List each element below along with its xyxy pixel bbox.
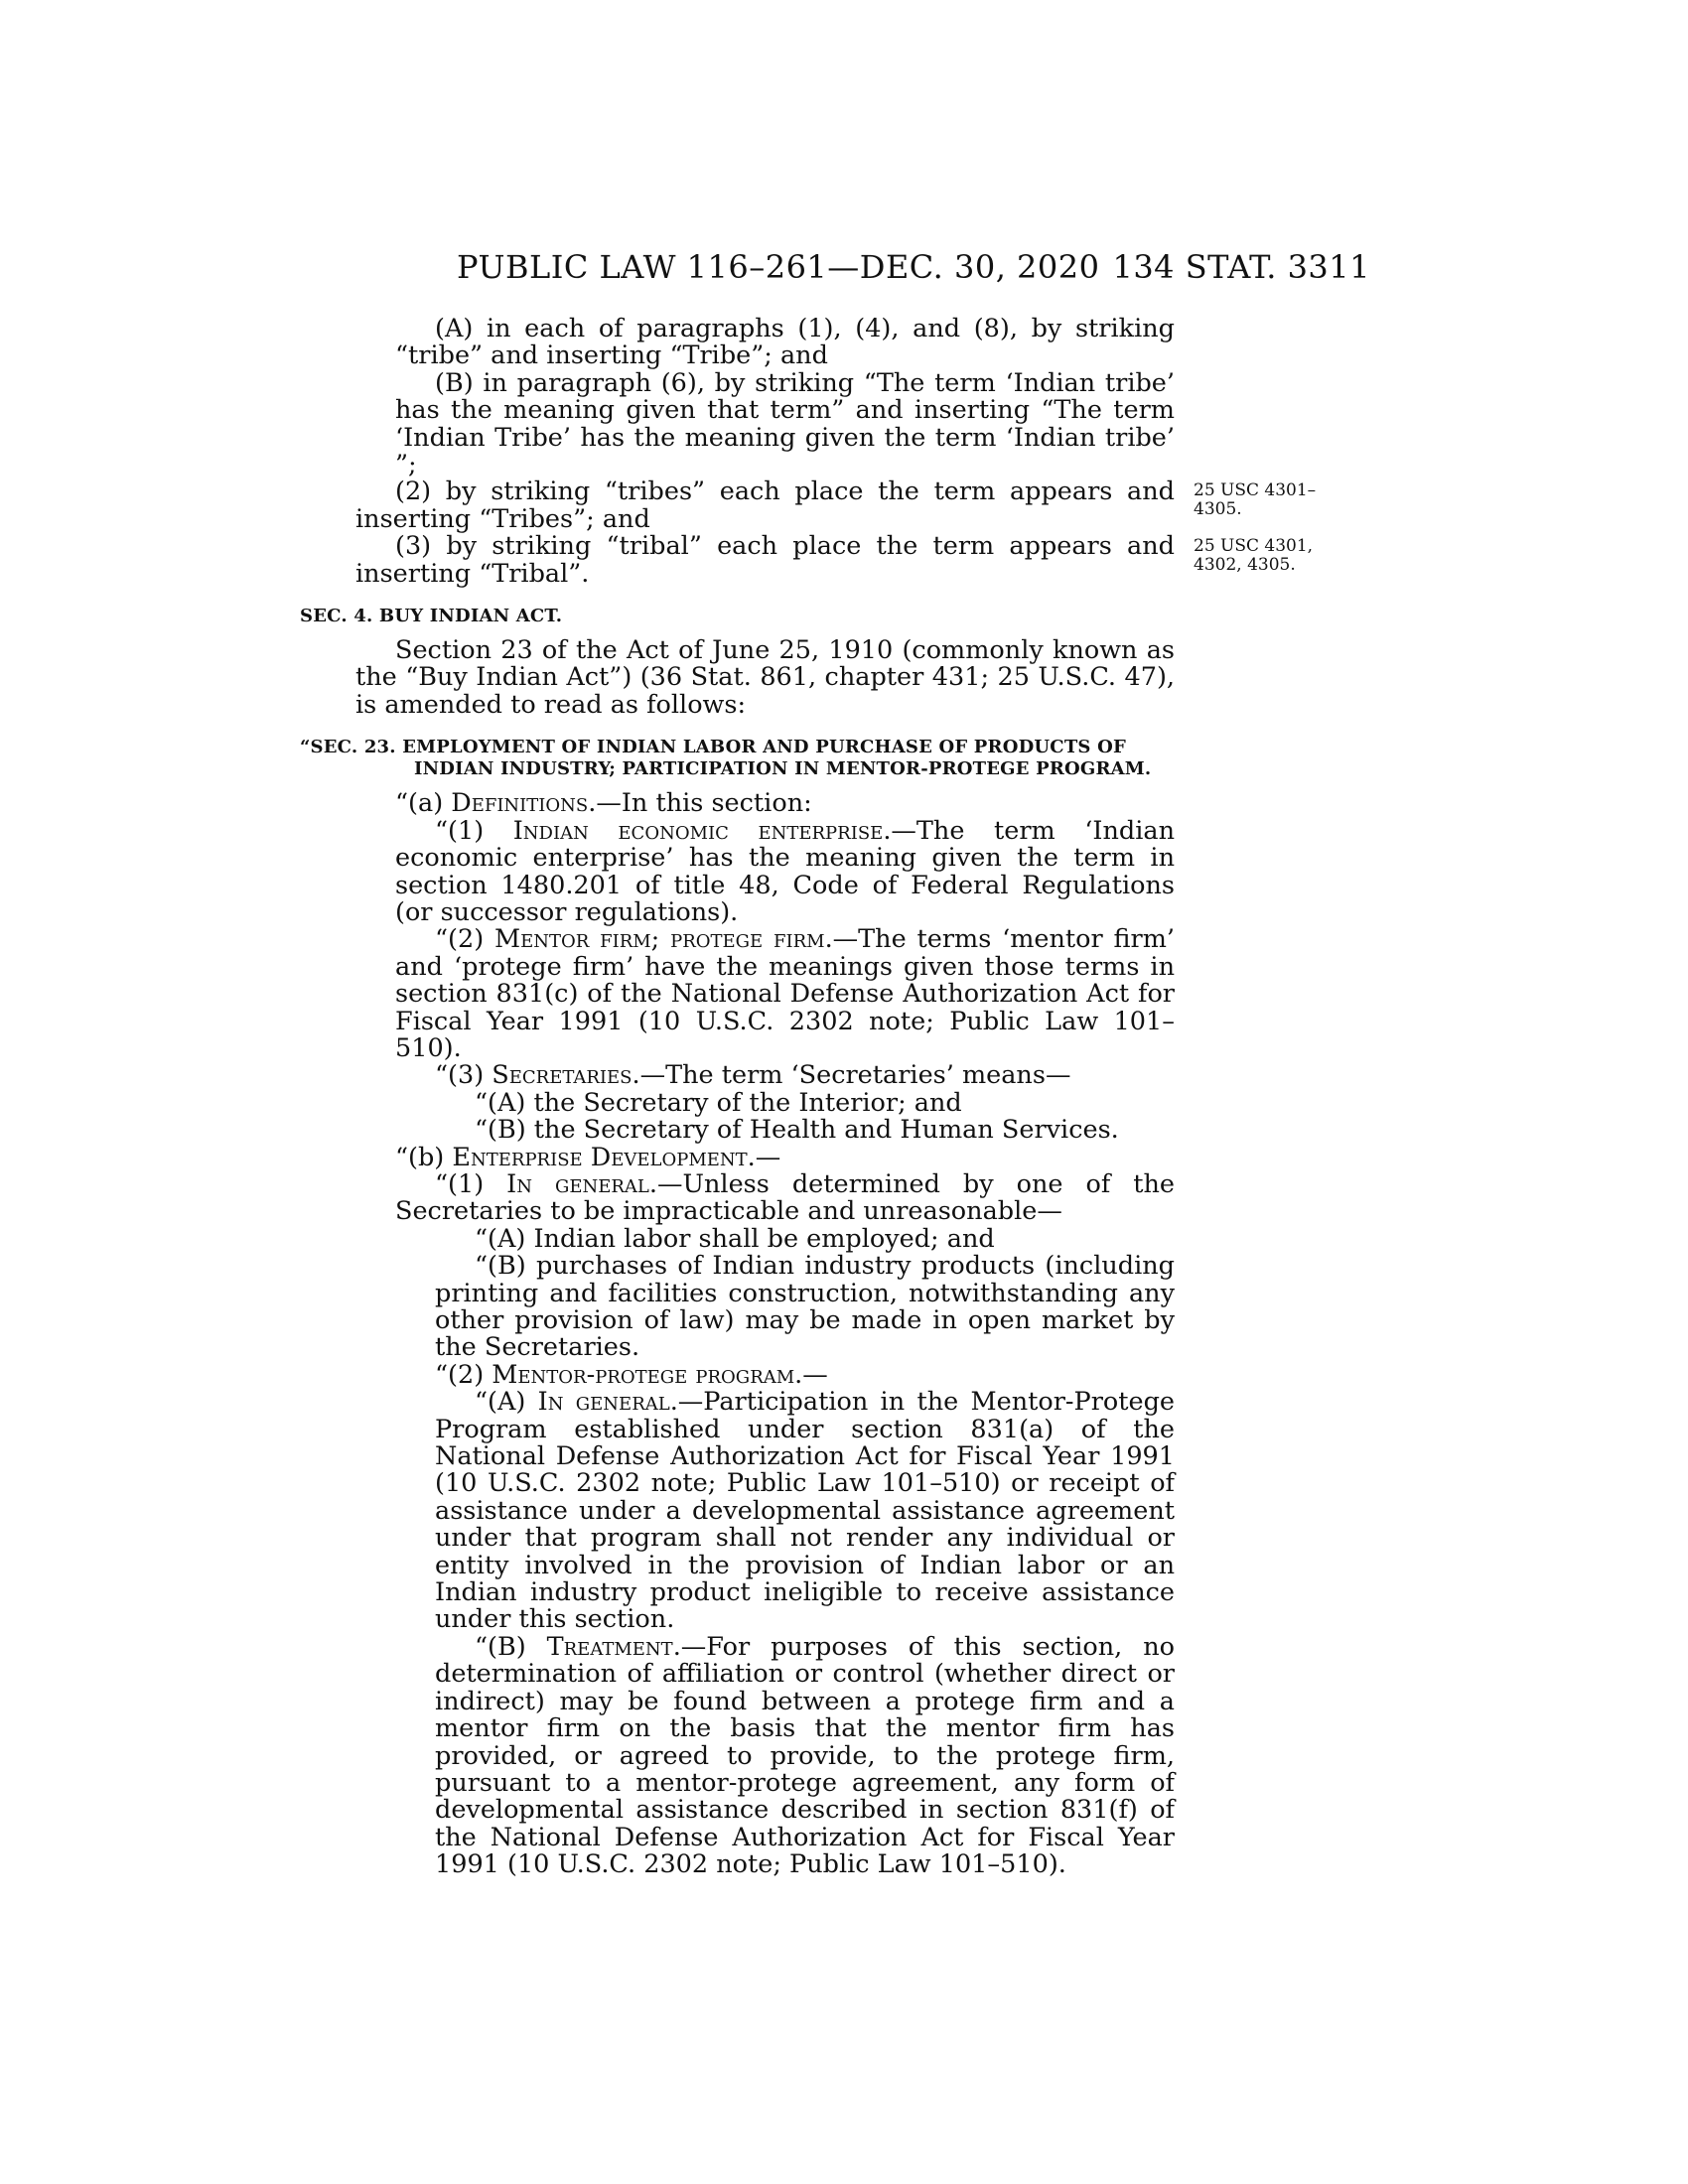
subparagraph-heading: In general [537,1387,670,1418]
subparagraph-heading: Treatment [546,1631,673,1662]
paragraph: (A) in each of paragraphs (1), (4), and (8), by striking “tribe” and inserting “Tribe”; and [395,314,1175,371]
page-header [457,248,1370,288]
subparagraph-text: .—Participation in the Mentor-Protege Program established under section 831(a) of the National Defense Authorization Act for Fiscal Year 1991 (10 U.S.C. 2302 note; Public Law 101–510) or receipt of assistance under a developmental assistance agreement under that program shall not render any individual or entity involved in the provision of Indian labor or an Indian industry product ineligible to receive assistance under this section. [435,1387,1175,1635]
subsection-heading: Enterprise Development [452,1142,748,1172]
subsection-text: .— [747,1142,781,1172]
subparagraph-lead: “(B) [475,1631,547,1662]
paragraph: (2) by striking “tribes” each place the term appears and inserting “Tribes”; and [355,477,1175,534]
paragraph-heading: Mentor firm; protege firm [493,924,825,955]
paragraph-lead: “(2) [435,1359,492,1390]
paragraph [355,1062,1175,1089]
subparagraph: “(B) the Secretary of Health and Human Services. [475,1115,1119,1146]
paragraph-heading: Indian economic enterprise [512,815,884,846]
paragraph-lead: “(3) [435,1060,492,1091]
paragraph [355,815,1175,927]
paragraph: Section 23 of the Act of June 25, 1910 (commonly known as the “Buy Indian Act”) (36 Stat. 861, chapter 431; 25 U.S.C. 47), is amended to read as follows: [355,635,1175,720]
paragraph-text: .—The term ‘Indian economic enterprise’ has the meaning given the term in section 1480.201 of title 48, Code of Federal Regulations (or successor regulations). [395,815,1175,927]
subparagraph [355,1631,1175,1880]
subparagraph: “(A) the Secretary of the Interior; and [475,1087,962,1118]
subparagraph: “(A) Indian labor shall be employed; and [475,1223,995,1254]
paragraph-heading: In general [506,1168,649,1199]
paragraph [355,1359,1175,1390]
paragraph-heading: Secretaries [492,1060,633,1091]
section-heading: “SEC. 23. EMPLOYMENT OF INDIAN LABOR AND PURCHASE OF PRODUCTS OF INDIAN INDUSTRY; PARTICIPATION IN MENTOR-PROTEGE PROGRAM. [300,737,1152,780]
document-body [300,314,1176,1880]
paragraph: (B) in paragraph (6), by striking “The term ‘Indian tribe’ has the meaning given that term” and inserting “The term ‘Indian Tribe’ has the meaning given the term ‘Indian tribe’ ”; [395,367,1175,480]
subparagraph: “(B) purchases of Indian industry products (including printing and facilities construction, notwithstanding any other provision of law) may be made in open market by the Secretaries. [435,1251,1175,1363]
subsection-heading: Definitions [451,788,589,819]
paragraph: (3) by striking “tribal” each place the term appears and inserting “Tribal”. [355,531,1175,589]
subsection-lead: “(a) [395,788,452,819]
header-public-law: PUBLIC LAW 116–261—DEC. 30, 2020 [457,248,1100,286]
paragraph [355,1168,1176,1227]
paragraph-text: .—Unless determined by one of the Secretaries to be impracticable and unreasonable— [395,1168,1176,1227]
margin-note: 25 USC 4301, 4302, 4305. [1194,536,1314,575]
subparagraph-text: .—For purposes of this section, no determination of affiliation or control (whether direct or indirect) may be found between a protege firm and a mentor firm on the basis that the mentor firm has provided, or agreed to provide, to the protege firm, pursuant to a mentor-protege agreement, any form of developmental assistance described in section 831(f) of the National Defense Authorization Act for Fiscal Year 1991 (10 U.S.C. 2302 note; Public Law 101–510). [435,1631,1175,1880]
subsection-lead: “(b) [395,1142,453,1172]
paragraph-text: .— [794,1359,828,1390]
subsection [355,790,1175,817]
paragraph-lead: “(2) [435,924,494,955]
margin-note: 25 USC 4301– 4305. [1194,480,1317,519]
subparagraph [355,1389,1175,1634]
header-stat-page: 134 STAT. 3311 [1112,248,1370,286]
section-heading: SEC. 4. BUY INDIAN ACT. [300,606,563,627]
paragraph-heading: Mentor-protege program [492,1359,795,1390]
subsection [355,1142,1175,1172]
paragraph-text: .—The term ‘Secretaries’ means— [632,1060,1071,1091]
paragraph-text: .—The terms ‘mentor firm’ and ‘protege firm’ have the meanings given those terms in section 831(c) of the National Defense Authorization Act for Fiscal Year 1991 (10 U.S.C. 2302 note; Public Law 101–510). [395,924,1175,1063]
paragraph [355,926,1175,1062]
paragraph-lead: “(1) [435,1168,507,1199]
subparagraph-lead: “(A) [475,1387,538,1418]
paragraph-lead: “(1) [435,815,513,846]
subsection-text: .—In this section: [588,788,812,819]
